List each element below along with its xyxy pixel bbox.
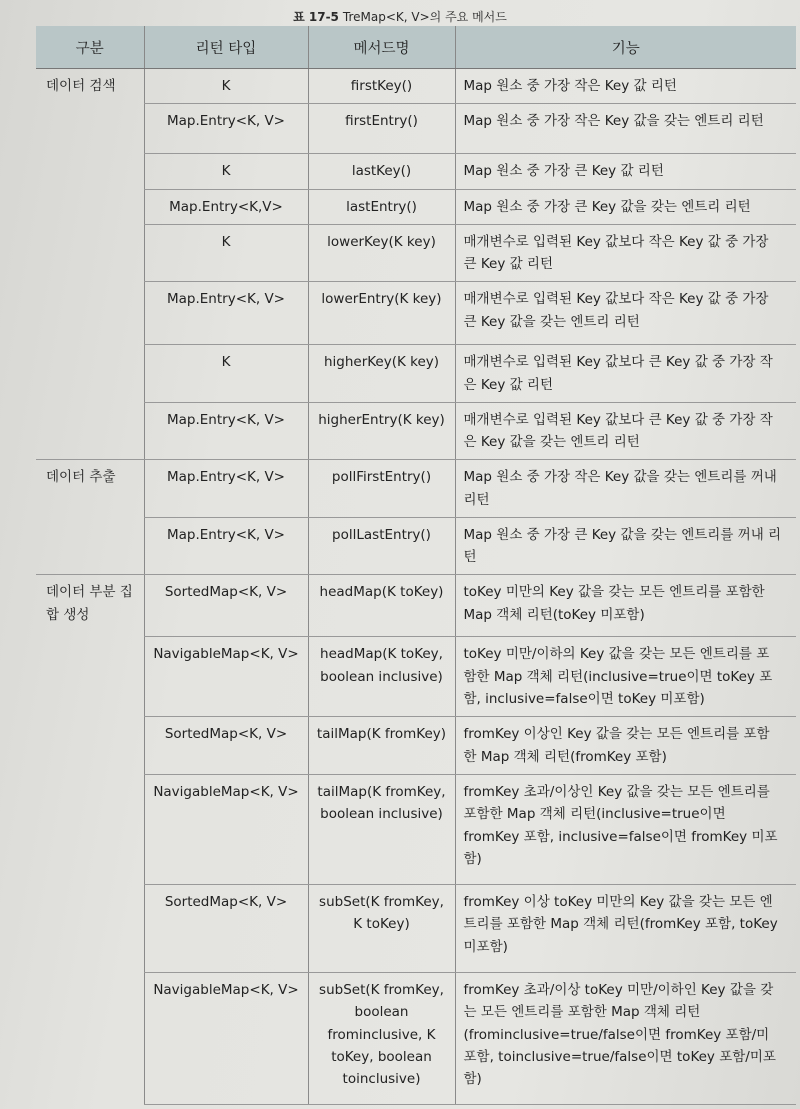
category-cell — [36, 717, 144, 775]
return-type-cell: K — [144, 154, 308, 189]
return-type-cell: NavigableMap<K, V> — [144, 637, 308, 717]
description-cell: fromKey 초과/이상 toKey 미만/이하인 Key 값을 갖는 모든 엔트리를 포함한 Map 객체 리턴(frominclusive=true/false이면 fromKey 포함/미포함, toinclusive=true/false이면 toKey 포함/미포함) — [455, 972, 796, 1104]
description-cell: Map 원소 중 가장 큰 Key 값을 갖는 엔트리 리턴 — [455, 189, 796, 224]
description-cell: fromKey 초과/이상인 Key 값을 갖는 모든 엔트리를 포함한 Map 객체 리턴(inclusive=true이면 fromKey 포함, inclusive=false이면 fromKey 미포함) — [455, 774, 796, 884]
description-cell: Map 원소 중 가장 작은 Key 값 리턴 — [455, 69, 796, 104]
table-row — [36, 517, 796, 575]
return-type-cell: Map.Entry<K, V> — [144, 104, 308, 154]
table-caption — [0, 8, 800, 25]
description-cell: Map 원소 중 가장 큰 Key 값을 갖는 엔트리를 꺼내 리턴 — [455, 517, 796, 575]
table-row — [36, 774, 796, 884]
category-cell — [36, 189, 144, 224]
table-row — [36, 637, 796, 717]
category-cell — [36, 154, 144, 189]
method-cell: higherKey(K key) — [308, 345, 455, 403]
header-category: 구분 — [36, 26, 144, 69]
method-cell: headMap(K toKey, boolean inclusive) — [308, 637, 455, 717]
method-cell: tailMap(K fromKey, boolean inclusive) — [308, 774, 455, 884]
return-type-cell: K — [144, 345, 308, 403]
table-header-row — [36, 26, 796, 69]
return-type-cell: SortedMap<K, V> — [144, 717, 308, 775]
category-cell — [36, 637, 144, 717]
return-type-cell: SortedMap<K, V> — [144, 575, 308, 637]
category-cell — [36, 972, 144, 1104]
category-cell: 데이터 부분 집합 생성 — [46, 584, 133, 623]
method-cell: firstEntry() — [308, 104, 455, 154]
description-cell: 매개변수로 입력된 Key 값보다 작은 Key 값 중 가장 큰 Key 값을 갖는 엔트리 리턴 — [455, 282, 796, 345]
return-type-cell: Map.Entry<K, V> — [144, 282, 308, 345]
method-cell: headMap(K toKey) — [308, 575, 455, 637]
table-row — [36, 154, 796, 189]
table-row — [36, 69, 796, 104]
table-row — [36, 282, 796, 345]
return-type-cell: NavigableMap<K, V> — [144, 972, 308, 1104]
description-cell: toKey 미만/이하의 Key 값을 갖는 모든 엔트리를 포함한 Map 객체 리턴(inclusive=true이면 toKey 포함, inclusive=false이면 toKey 미포함) — [455, 637, 796, 717]
return-type-cell: Map.Entry<K, V> — [144, 517, 308, 575]
category-cell — [36, 345, 144, 403]
method-cell: higherEntry(K key) — [308, 402, 455, 460]
description-cell: 매개변수로 입력된 Key 값보다 작은 Key 값 중 가장 큰 Key 값 리턴 — [455, 224, 796, 282]
method-cell: lowerKey(K key) — [308, 224, 455, 282]
return-type-cell: Map.Entry<K, V> — [144, 460, 308, 518]
category-cell — [36, 402, 144, 460]
table-row — [36, 972, 796, 1104]
description-cell: Map 원소 중 가장 작은 Key 값을 갖는 엔트리 리턴 — [455, 104, 796, 154]
table-row — [36, 884, 796, 972]
table-caption-label: 표 17-5 — [293, 10, 339, 24]
return-type-cell: K — [144, 69, 308, 104]
method-cell: subSet(K fromKey, boolean frominclusive, K toKey, boolean toinclusive) — [308, 972, 455, 1104]
table-row — [36, 224, 796, 282]
method-cell: pollFirstEntry() — [308, 460, 455, 518]
table-row — [36, 717, 796, 775]
category-cell — [36, 104, 144, 154]
table-row — [36, 402, 796, 460]
description-cell: fromKey 이상 toKey 미만의 Key 값을 갖는 모든 엔트리를 포함한 Map 객체 리턴(fromKey 포함, toKey 미포함) — [455, 884, 796, 972]
return-type-cell: Map.Entry<K, V> — [144, 402, 308, 460]
return-type-cell: Map.Entry<K,V> — [144, 189, 308, 224]
method-cell: lastEntry() — [308, 189, 455, 224]
category-cell: 데이터 검색 — [46, 78, 116, 94]
description-cell: toKey 미만의 Key 값을 갖는 모든 엔트리를 포함한 Map 객체 리턴(toKey 미포함) — [455, 575, 796, 637]
return-type-cell: K — [144, 224, 308, 282]
table-row — [36, 345, 796, 403]
category-cell — [36, 774, 144, 884]
header-return-type: 리턴 타입 — [144, 26, 308, 69]
method-cell: subSet(K fromKey, K toKey) — [308, 884, 455, 972]
description-cell: 매개변수로 입력된 Key 값보다 큰 Key 값 중 가장 작은 Key 값 리턴 — [455, 345, 796, 403]
treemap-methods-table — [36, 26, 796, 1105]
description-cell: Map 원소 중 가장 작은 Key 값을 갖는 엔트리를 꺼내 리턴 — [455, 460, 796, 518]
table-row — [36, 189, 796, 224]
category-cell — [36, 224, 144, 282]
description-cell: fromKey 이상인 Key 값을 갖는 모든 엔트리를 포함한 Map 객체 리턴(fromKey 포함) — [455, 717, 796, 775]
description-cell: Map 원소 중 가장 큰 Key 값 리턴 — [455, 154, 796, 189]
method-cell: pollLastEntry() — [308, 517, 455, 575]
table-caption-text: TreMap<K, V>의 주요 메서드 — [342, 10, 507, 24]
category-cell — [36, 282, 144, 345]
header-method-name: 메서드명 — [308, 26, 455, 69]
category-cell — [36, 517, 144, 575]
header-function: 기능 — [455, 26, 796, 69]
method-cell: firstKey() — [308, 69, 455, 104]
table-row — [36, 460, 796, 518]
return-type-cell: SortedMap<K, V> — [144, 884, 308, 972]
return-type-cell: NavigableMap<K, V> — [144, 774, 308, 884]
method-cell: tailMap(K fromKey) — [308, 717, 455, 775]
category-cell: 데이터 추출 — [46, 469, 116, 486]
table-row — [36, 104, 796, 154]
method-cell: lowerEntry(K key) — [308, 282, 455, 345]
method-cell: lastKey() — [308, 154, 455, 189]
category-cell — [36, 884, 144, 972]
description-cell: 매개변수로 입력된 Key 값보다 큰 Key 값 중 가장 작은 Key 값을 갖는 엔트리 리턴 — [455, 402, 796, 460]
table-row — [36, 575, 796, 637]
